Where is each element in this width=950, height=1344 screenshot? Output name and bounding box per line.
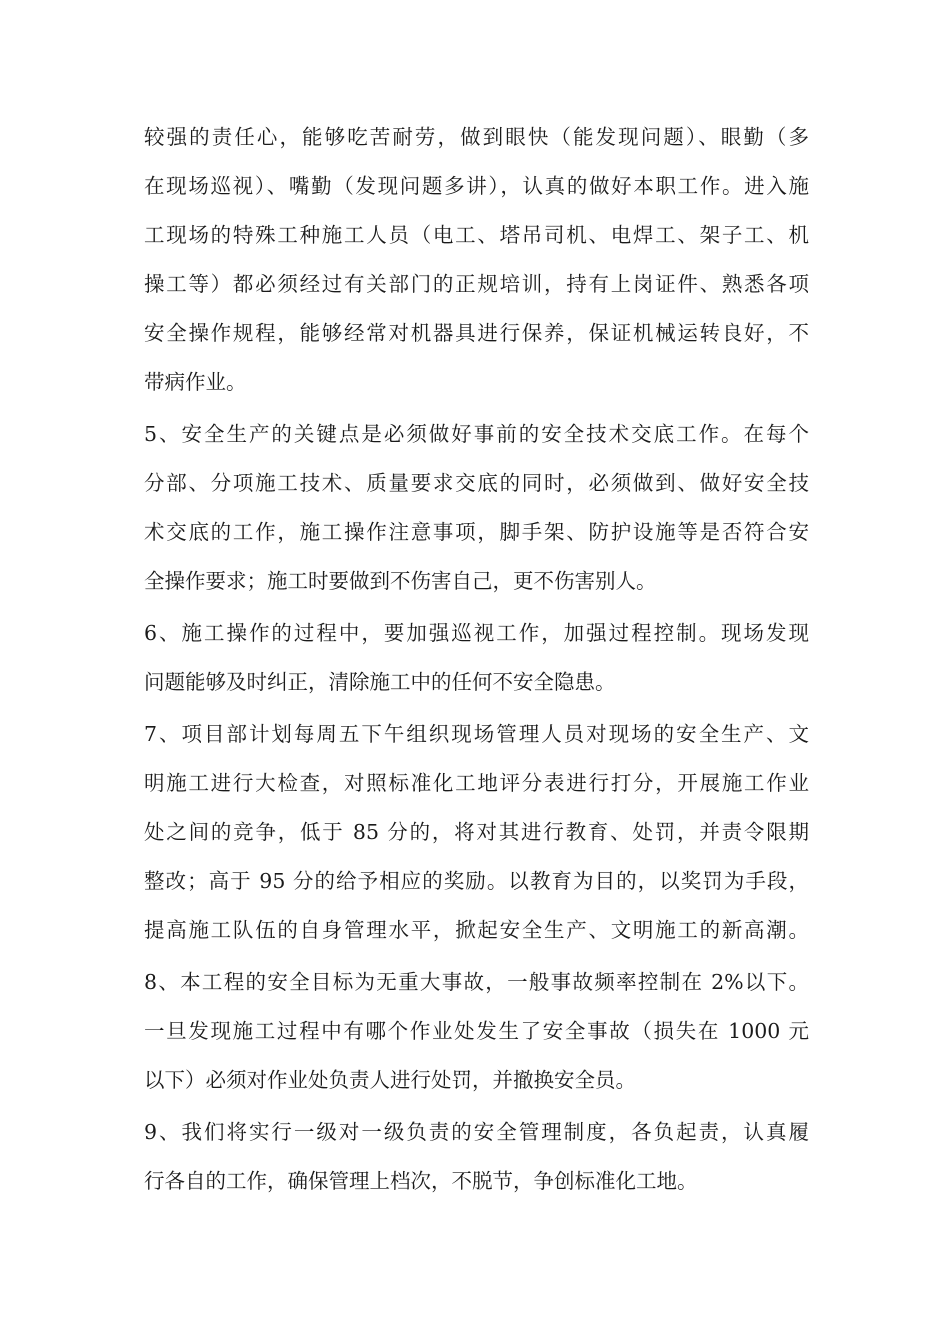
text-line: 明施工进行大检查，对照标准化工地评分表进行打分，开展施工作业 [144,771,809,795]
text-line: 安全操作规程，能够经常对机器具进行保养，保证机械运转良好，不 [144,321,809,345]
text-line: 处之间的竞争，低于 85 分的，将对其进行教育、处罚，并责令限期 [144,820,809,844]
text-line: 带病作业。 [144,370,247,394]
text-line: 6、施工操作的过程中，要加强巡视工作，加强过程控制。现场发现 [144,621,809,645]
text-line: 一旦发现施工过程中有哪个作业处发生了安全事故（损失在 1000 元 [144,1019,809,1043]
text-line: 提高施工队伍的自身管理水平，掀起安全生产、文明施工的新高潮。 [144,918,809,942]
text-line: 全操作要求；施工时要做到不伤害自己，更不伤害别人。 [144,569,657,593]
text-line: 9、我们将实行一级对一级负责的安全管理制度，各负起责，认真履 [144,1120,809,1144]
text-line: 5、安全生产的关键点是必须做好事前的安全技术交底工作。在每个 [144,422,809,446]
text-line: 7、项目部计划每周五下午组织现场管理人员对现场的安全生产、文 [144,722,809,746]
text-line: 8、本工程的安全目标为无重大事故，一般事故频率控制在 2%以下。 [144,970,809,994]
text-line: 整改；高于 95 分的给予相应的奖励。以教育为目的，以奖罚为手段， [144,869,809,893]
text-line: 行各自的工作，确保管理上档次，不脱节，争创标准化工地。 [144,1169,698,1193]
text-line: 工现场的特殊工种施工人员（电工、塔吊司机、电焊工、架子工、机 [144,223,809,247]
text-line: 问题能够及时纠正，清除施工中的任何不安全隐患。 [144,670,616,694]
text-line: 较强的责任心，能够吃苦耐劳，做到眼快（能发现问题）、眼勤（多 [144,125,809,149]
text-line: 操工等）都必须经过有关部门的正规培训，持有上岗证件、熟悉各项 [144,272,809,296]
text-line: 以下）必须对作业处负责人进行处罚，并撤换安全员。 [144,1068,636,1092]
text-line: 术交底的工作，施工操作注意事项，脚手架、防护设施等是否符合安 [144,520,809,544]
text-line: 分部、分项施工技术、质量要求交底的同时，必须做到、做好安全技 [144,471,809,495]
text-line: 在现场巡视）、嘴勤（发现问题多讲），认真的做好本职工作。进入施 [144,174,809,198]
